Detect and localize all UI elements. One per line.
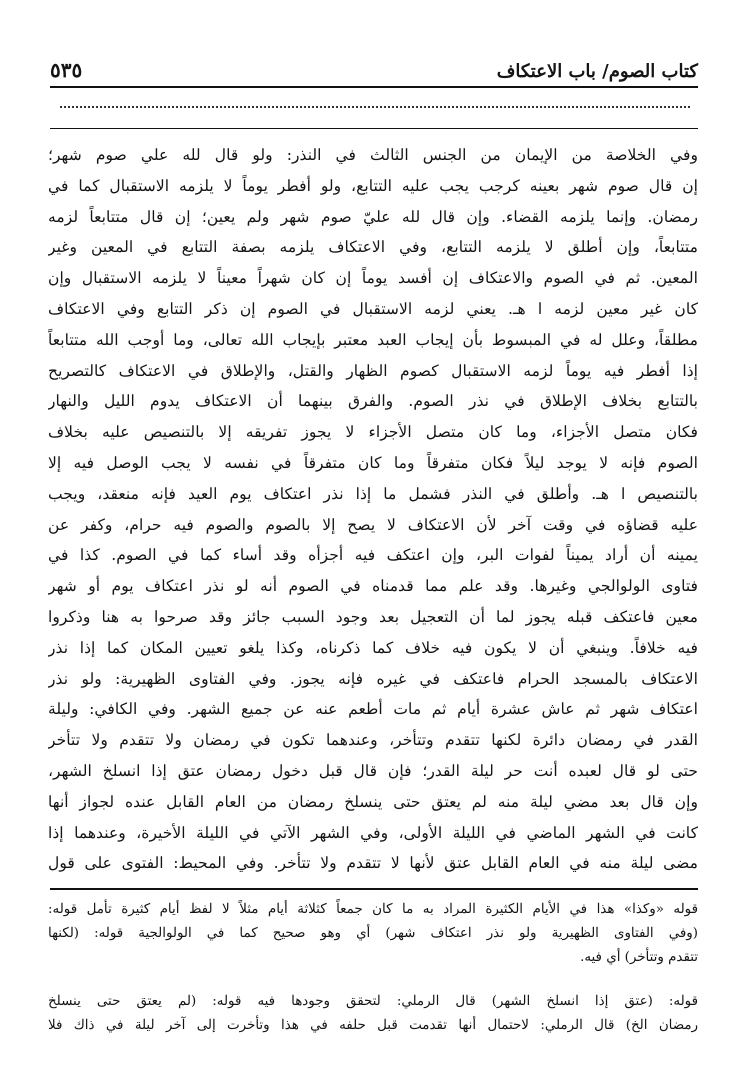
text-line: معين فاعتكف قبله يجوز لما أن التعجيل بعد وجود السبب جائز وقد صرحوا به هنا وذكروا <box>48 607 698 626</box>
text-line: قوله: (عتق إذا انسلخ الشهر) قال الرملي: لتحقق وجودها فيه قوله: (لم يعتق حتى ينسلخ <box>48 994 698 1009</box>
text-line: فكان متصل الأجزاء، وما كان متصل الأجزاء لا يجوز تفريقه إلا بالتنصيص عليه بخلاف <box>48 423 698 442</box>
text-line: (وفي الفتاوى الظهيرية ولو نذر اعتكاف شهر) أي وهو صحيح كما في الولوالجية قوله: (لكنها <box>48 926 698 941</box>
text-line: كان غير معين لزمه ا هـ. يعني لزمه الاستقبال في الصوم إن ذكر التتابع وفي الاعتكاف <box>48 299 698 318</box>
text-line: رمضان. وإنما يلزمه القضاء. وإن قال لله عليّ صوم شهر ولم يعين؛ إن قال متتابعاً لزمه <box>48 207 698 226</box>
separator-rule <box>50 128 698 129</box>
text-line: اعتكاف شهر ثم عاش عشرة أيام ثم مات أطعم عنه عن جميع الشهر. وفي الكافي: وليلة <box>48 700 698 719</box>
footnote-rule <box>50 888 698 890</box>
text-line: وإن قال بعد مضي ليلة منه لم يعتق حتى ينسلخ رمضان من العام القابل عنده لجواز أنها <box>48 792 698 811</box>
text-line: بالتتابع بخلاف الإطلاق في نذر الصوم. والفرق بينهما أن الاعتكاف يدوم الليل والنهار <box>48 392 698 411</box>
text-line: الاعتكاف بالمسجد الحرام فاعتكف في غيره فإنه يجوز. وفي الفتاوى الظهيرية: ولو نذر <box>48 669 698 688</box>
text-line: عليه قضاؤه في وقت آخر لأن الاعتكاف لا يصح إلا بالصوم والصوم فيه حرام، وكفر عن <box>48 515 698 534</box>
text-line: كانت في الشهر الماضي في الليلة الأولى، وفي الشهر الآتي في الليلة الأخيرة، وعندهما إذا <box>48 823 698 842</box>
text-line: مطلقاً، وعلل له في المبسوط بأن إيجاب العبد معتبر بإيجاب الله تعالى، وما أوجب الله متتابعاً <box>48 330 698 349</box>
page-header <box>50 58 698 84</box>
page-number: ٥٣٥ <box>50 58 83 82</box>
text-line: فتاوى الولوالجي وغيرها. وقد علم مما قدمناه في الصوم أنه لو نذر اعتكاف يوم أو شهر <box>48 577 698 596</box>
header-rule <box>50 86 698 88</box>
text-line: رمضان الخ) قال الرملي: لاحتمال أنها تقدمت قبل حلفه في هذا وتأخرت إلى آخر ليلة في ذاك فلا <box>48 1018 698 1033</box>
footnotes <box>48 898 698 1038</box>
text-line: متتابعاً، وإن أطلق لا يلزمه التتابع، وفي الاعتكاف يلزمه بصفة التتابع في المعين وغير <box>48 238 698 257</box>
text-line: الصوم فإنه لا يوجد ليلاً فكان متفرقاً وما كان متفرقاً في نفسه لا يجب الوصل فيه إلا <box>48 453 698 472</box>
text-line: حتى لو قال لعبده أنت حر ليلة القدر؛ فإن قال قبل دخول رمضان عتق إذا انسلخ الشهر، <box>48 761 698 780</box>
text-line: فيه خلافاً. وينبغي أن لا يكون فيه خلاف كما ذكرناه، وكذا يلغو تعيين المكان كما إذا نذر <box>48 638 698 657</box>
dotted-separator <box>60 106 690 108</box>
footnote-gap <box>48 970 698 990</box>
text-line: القدر في رمضان دائرة لكنها تتقدم وتتأخر، وعندهما تكون في رمضان ولا تتقدم ولا تتأخر <box>48 731 698 750</box>
text-line: المعين. ثم في الصوم والاعتكاف إن أفسد يوماً إن كان شهراً معيناً لا يلزمه الاستقبال وإن <box>48 269 698 288</box>
text-line: وفي الخلاصة من الإيمان من الجنس الثالث في النذر: ولو قال لله علي صوم شهر؛ <box>48 146 698 164</box>
text-line: تتقدم وتتأخر) أي فيه. <box>580 950 698 965</box>
text-line: يمينه أن أراد يميناً لفوات البر، وإن اعتكف فيه أجزأه وقد أساء كما في الصوم. كذا في <box>48 546 698 565</box>
text-line: بالتنصيص ا هـ. وأطلق في النذر فشمل ما إذا نذر اعتكاف يوم العيد فإنه منعقد، ويجب <box>48 484 698 503</box>
footnote-2 <box>48 990 698 1038</box>
text-line: قوله «وكذا» هذا في الأيام الكثيرة المراد به ما كان جمعاً كثلاثة أيام مثلاً لا لفظ أيام كثيرة تأمل قوله: <box>48 902 698 917</box>
running-title: كتاب الصوم/ باب الاعتكاف <box>496 61 698 82</box>
text-line: إذا أفطر فيه يوماً لزمه الاستقبال كصوم الظهار والقتل، والإطلاق في الاعتكاف كالتصريح <box>48 361 698 380</box>
text-line: مضى ليلة منه في العام القابل عتق لأنها لا تتقدم ولا تتأخر. وفي المحيط: الفتوى على قول <box>48 854 698 873</box>
text-line: إن قال صوم شهر بعينه كرجب يجب عليه التتابع، ولو أفطر يوماً لا يلزمه الاستقبال كما في <box>48 176 698 195</box>
main-text <box>48 140 698 879</box>
footnote-1 <box>48 898 698 970</box>
